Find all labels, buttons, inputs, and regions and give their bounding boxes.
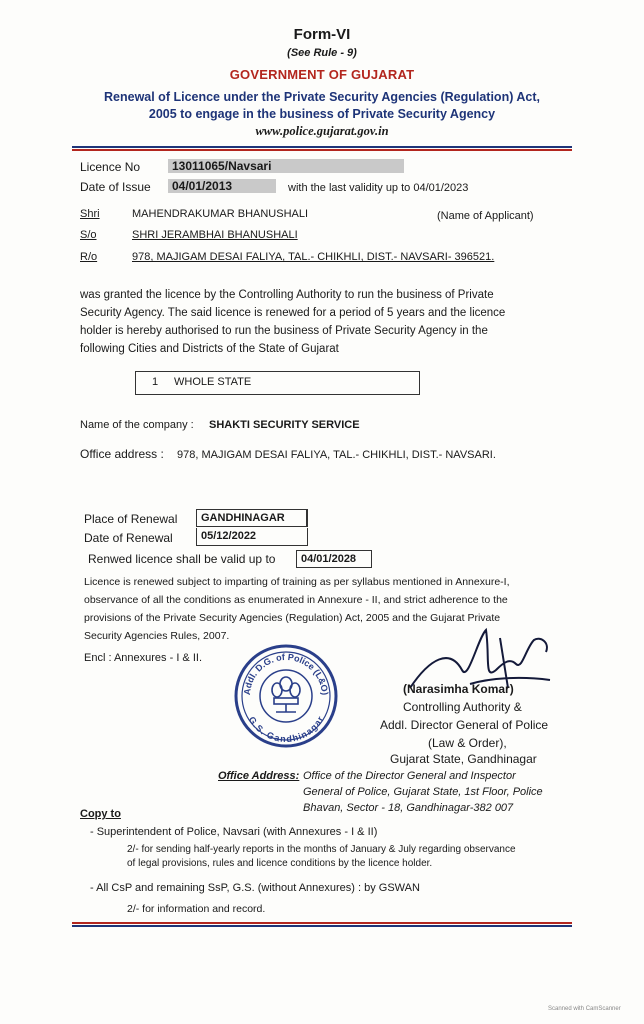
- official-seal: [230, 640, 342, 752]
- copy-item-1-note-1: 2/- for sending half-yearly reports in the months of January & July regarding observance: [127, 844, 516, 855]
- copy-item-1: - Superintendent of Police, Navsari (with Annexures - I & II): [90, 826, 378, 838]
- date-renewal-value: 05/12/2022: [196, 528, 308, 546]
- government-title: GOVERNMENT OF GUJARAT: [229, 67, 415, 82]
- copy-item-2: - All CsP and remaining SsP, G.S. (without Annexures) : by GSWAN: [90, 882, 420, 894]
- valid-up-to-value: 04/01/2028: [296, 550, 372, 568]
- licence-no-value: 13011065/Navsari: [168, 159, 404, 173]
- father-name: SHRI JERAMBHAI BHANUSHALI: [132, 229, 298, 241]
- copy-item-2-note: 2/- for information and record.: [127, 903, 266, 915]
- seal-icon: [230, 640, 342, 752]
- signatory-line-4: Gujarat State, Gandhinagar: [390, 752, 537, 766]
- signatory-line-3: (Law & Order),: [428, 736, 507, 750]
- company-label: Name of the company :: [80, 419, 194, 431]
- rule-reference: (See Rule - 9): [287, 47, 357, 59]
- enclosures: Encl : Annexures - I & II.: [84, 652, 202, 664]
- grant-line-1: was granted the licence by the Controlling Authority to run the business of Private: [80, 289, 494, 301]
- ro-label: R/o: [80, 251, 98, 263]
- bottom-rule-red: [72, 922, 572, 924]
- office-address-line-1: Office of the Director General and Inspector: [303, 770, 516, 782]
- signatory-line-2: Addl. Director General of Police: [380, 718, 549, 732]
- condition-line-1: Licence is renewed subject to imparting of training as per syllabus mentioned in Annexure-I,: [84, 576, 510, 588]
- so-label: S/o: [80, 229, 97, 241]
- copy-item-1-note-2: of legal provisions, rules and licence conditions by the licence holder.: [127, 858, 433, 869]
- top-rule-blue: [72, 146, 572, 148]
- valid-up-to-label: Renwed licence shall be valid up to: [88, 552, 276, 566]
- seal-top-text: Addl. D.G. of Police (L&O): [241, 651, 331, 696]
- grant-line-4: following Cities and Districts of the State of Gujarat: [80, 343, 339, 355]
- applicant-note: (Name of Applicant): [437, 210, 534, 222]
- date-issue-value: 04/01/2013: [168, 179, 276, 193]
- top-rule-red: [72, 149, 572, 151]
- form-title: Form-VI: [293, 26, 351, 43]
- grant-line-3: holder is hereby authorised to run the business of Private Security Agency in the: [80, 325, 488, 337]
- heading-line-2: 2005 to engage in the business of Private Security Agency: [148, 107, 496, 121]
- applicant-address: 978, MAJIGAM DESAI FALIYA, TAL.- CHIKHLI, DIST.- NAVSARI- 396521.: [132, 251, 495, 263]
- website: www.police.gujarat.gov.in: [255, 124, 389, 138]
- shri-label: Shri: [80, 208, 100, 220]
- office-address-value: 978, MAJIGAM DESAI FALIYA, TAL.- CHIKHLI, DIST.- NAVSARI.: [177, 449, 496, 461]
- condition-line-3: provisions of the Private Security Agencies (Regulation) Act, 2005 and the Gujarat Private: [84, 612, 501, 624]
- grant-line-2: Security Agency. The said licence is renewed for a period of 5 years and the licence: [80, 307, 506, 319]
- date-renewal-label: Date of Renewal: [84, 531, 173, 545]
- place-renewal-value: GANDHINAGAR: [196, 509, 308, 527]
- company-name: SHAKTI SECURITY SERVICE: [209, 419, 360, 431]
- area-number: 1: [152, 376, 159, 388]
- signatory-line-1: Controlling Authority &: [403, 700, 522, 714]
- office-address-label: Office address :: [80, 447, 164, 461]
- date-issue-label: Date of Issue: [80, 180, 151, 194]
- office-address-line-2: General of Police, Gujarat State, 1st Floor, Police: [303, 786, 543, 798]
- place-renewal-label: Place of Renewal: [84, 512, 178, 526]
- heading-line-1: Renewal of Licence under the Private Security Agencies (Regulation) Act,: [104, 90, 540, 104]
- condition-line-4: Security Agencies Rules, 2007.: [84, 630, 230, 642]
- bottom-rule-blue: [72, 925, 572, 927]
- last-validity: with the last validity up to 04/01/2023: [288, 182, 469, 194]
- area-box: [135, 371, 420, 395]
- condition-line-2: observance of all the conditions as enumerated in Annexure - II, and strict adherence to the: [84, 594, 508, 606]
- scanner-watermark: Scanned with CamScanner: [548, 1006, 621, 1012]
- signatory-name: (Narasimha Komar): [403, 682, 514, 696]
- office-address-line-3: Bhavan, Sector - 18, Gandhinagar-382 007: [303, 802, 514, 814]
- licence-no-label: Licence No: [80, 160, 141, 174]
- area-name: WHOLE STATE: [174, 376, 252, 388]
- office-address-heading: Office Address:: [218, 770, 300, 782]
- applicant-name: MAHENDRAKUMAR BHANUSHALI: [132, 208, 309, 220]
- seal-bottom-text: G.S. Gandhinagar: [246, 714, 326, 745]
- copy-to-label: Copy to: [80, 808, 121, 820]
